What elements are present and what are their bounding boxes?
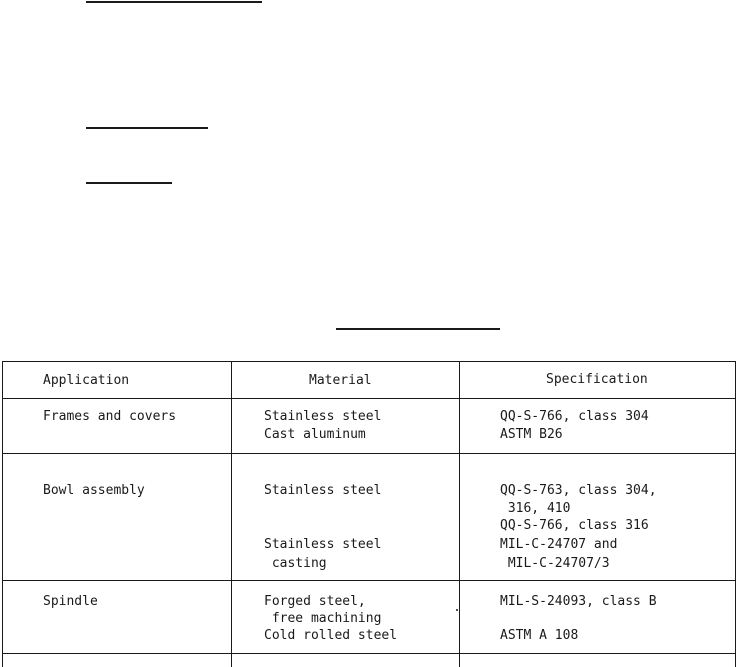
specification-cell: ASTM A 108 bbox=[500, 628, 579, 643]
column-divider bbox=[459, 361, 460, 667]
application-cell: Frames and covers bbox=[43, 409, 177, 424]
table-header-divider bbox=[2, 398, 736, 399]
row-divider bbox=[2, 453, 736, 454]
table-title-underline bbox=[336, 328, 500, 330]
specification-cell: QQ-S-766, class 316 bbox=[500, 518, 649, 533]
material-cell: Stainless steel bbox=[264, 483, 382, 498]
specification-cell: QQ-S-763, class 304, bbox=[500, 483, 657, 498]
table-top-border bbox=[2, 361, 736, 362]
row-divider bbox=[2, 580, 736, 581]
material-cell: free machining bbox=[264, 611, 382, 626]
section-heading-underline bbox=[86, 1, 262, 3]
specification-cell: MIL-C-24707/3 bbox=[500, 556, 610, 571]
specification-cell: ASTM B26 bbox=[500, 427, 563, 442]
material-cell: casting bbox=[264, 556, 327, 571]
specification-cell: QQ-S-766, class 304 bbox=[500, 409, 649, 424]
header-specification: Specification bbox=[546, 372, 648, 387]
material-cell: Stainless steel bbox=[264, 409, 382, 424]
scan-speck bbox=[456, 609, 458, 611]
application-cell: Spindle bbox=[43, 594, 98, 609]
table-right-border bbox=[735, 361, 736, 667]
material-cell: Cast aluminum bbox=[264, 427, 366, 442]
specification-cell: MIL-C-24707 and bbox=[500, 537, 618, 552]
material-cell: Cold rolled steel bbox=[264, 628, 398, 643]
material-cell: Stainless steel bbox=[264, 537, 382, 552]
table-left-border bbox=[2, 361, 3, 667]
section-heading-underline bbox=[86, 182, 172, 184]
application-cell: Bowl assembly bbox=[43, 483, 145, 498]
header-material: Material bbox=[309, 373, 372, 388]
row-divider bbox=[2, 653, 736, 654]
column-divider bbox=[231, 361, 232, 667]
specification-cell: MIL-S-24093, class B bbox=[500, 594, 657, 609]
header-application: Application bbox=[43, 373, 130, 388]
section-heading-underline bbox=[86, 127, 208, 129]
material-cell: Forged steel, bbox=[264, 594, 366, 609]
specification-cell: 316, 410 bbox=[500, 501, 571, 516]
